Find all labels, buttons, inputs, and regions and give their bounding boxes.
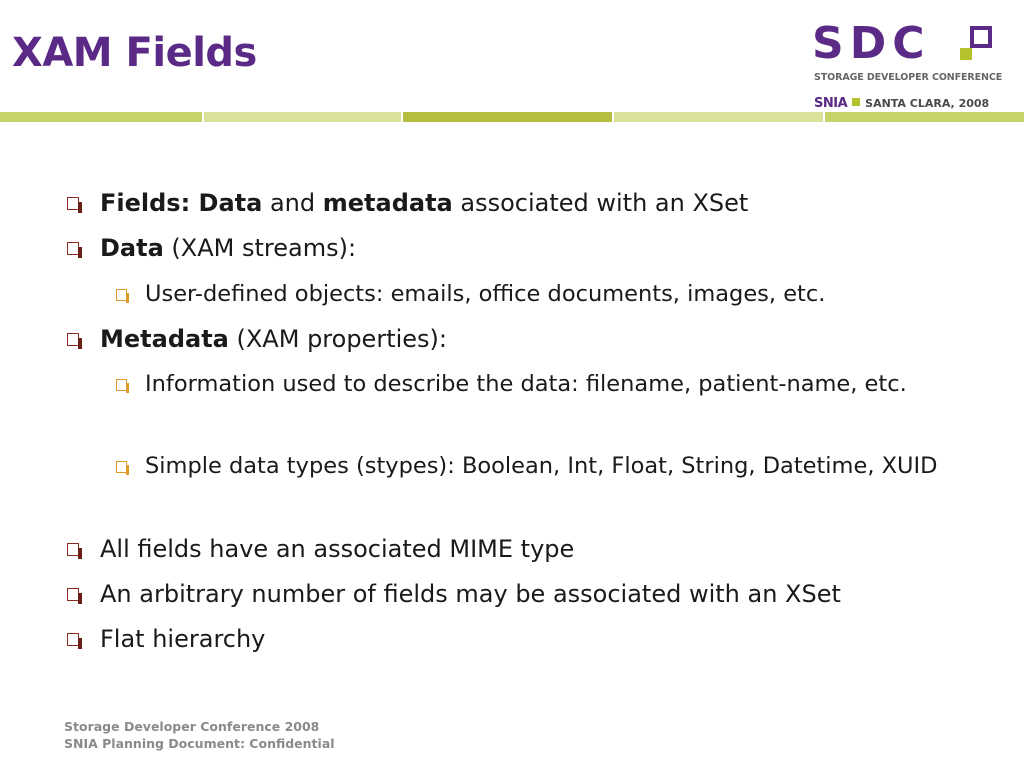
square-sub-bullet-icon (116, 289, 127, 301)
header-bar-segment (614, 112, 823, 122)
bullet-item (100, 185, 980, 222)
logo-conference-name: STORAGE DEVELOPER CONFERENCE (814, 72, 1003, 83)
sub-bullet-item (145, 276, 965, 313)
bullet-text: (XAM streams): (163, 234, 357, 262)
bullet-text: Flat hierarchy (100, 625, 266, 653)
logo-mark-icon (958, 26, 992, 60)
bullet-text: An arbitrary number of fields may be associated with an XSet (100, 580, 841, 608)
header-divider-bar (0, 112, 1024, 122)
bullet-text: All fields have an associated MIME type (100, 535, 575, 563)
bullet-text: and (262, 189, 323, 217)
bullet-text-bold: Data (100, 234, 164, 262)
sub-bullet-text: Information used to describe the data: filename, patient-name, etc. (145, 371, 907, 397)
square-sub-bullet-icon (116, 461, 127, 473)
slide-title: XAM Fields (12, 30, 257, 76)
square-bullet-icon (67, 242, 79, 255)
sub-bullet-text: Simple data types (stypes): Boolean, Int, Float, String, Datetime, XUID (145, 453, 938, 479)
sub-bullet-item (145, 366, 965, 403)
slide-footer (64, 718, 335, 752)
sub-bullet-text: User-defined objects: emails, office documents, images, etc. (145, 281, 826, 307)
bullet-text: associated with an XSet (452, 189, 749, 217)
header-bar-segment (403, 112, 612, 122)
sdc-logo (812, 18, 1003, 112)
sub-bullet-item (145, 448, 965, 485)
logo-location: SANTA CLARA, 2008 (865, 97, 990, 110)
bullet-item (100, 230, 980, 267)
bullet-text-bold: Metadata (100, 325, 229, 353)
square-bullet-icon (67, 588, 79, 601)
logo-letters: SDC (812, 18, 931, 69)
square-bullet-icon (67, 633, 79, 646)
square-sub-bullet-icon (116, 379, 127, 391)
header-bar-segment (825, 112, 1024, 122)
logo-location-line (814, 92, 989, 111)
bullet-item (100, 321, 980, 358)
square-bullet-icon (67, 197, 79, 210)
bullet-item (100, 531, 980, 568)
bullet-item (100, 576, 980, 613)
square-bullet-icon (67, 543, 79, 556)
header-bar-segment (204, 112, 401, 122)
bullet-item (100, 621, 980, 658)
square-bullet-icon (67, 333, 79, 346)
snia-logo-text: SNIA (814, 96, 848, 111)
bullet-text: (XAM properties): (228, 325, 447, 353)
bullet-text-bold: metadata (322, 189, 453, 217)
footer-line-2: SNIA Planning Document: Confidential (64, 736, 335, 751)
footer-line-1: Storage Developer Conference 2008 (64, 719, 320, 734)
header-bar-segment (0, 112, 202, 122)
bullet-text-bold: Fields: Data (100, 189, 263, 217)
logo-square-icon (852, 98, 860, 106)
